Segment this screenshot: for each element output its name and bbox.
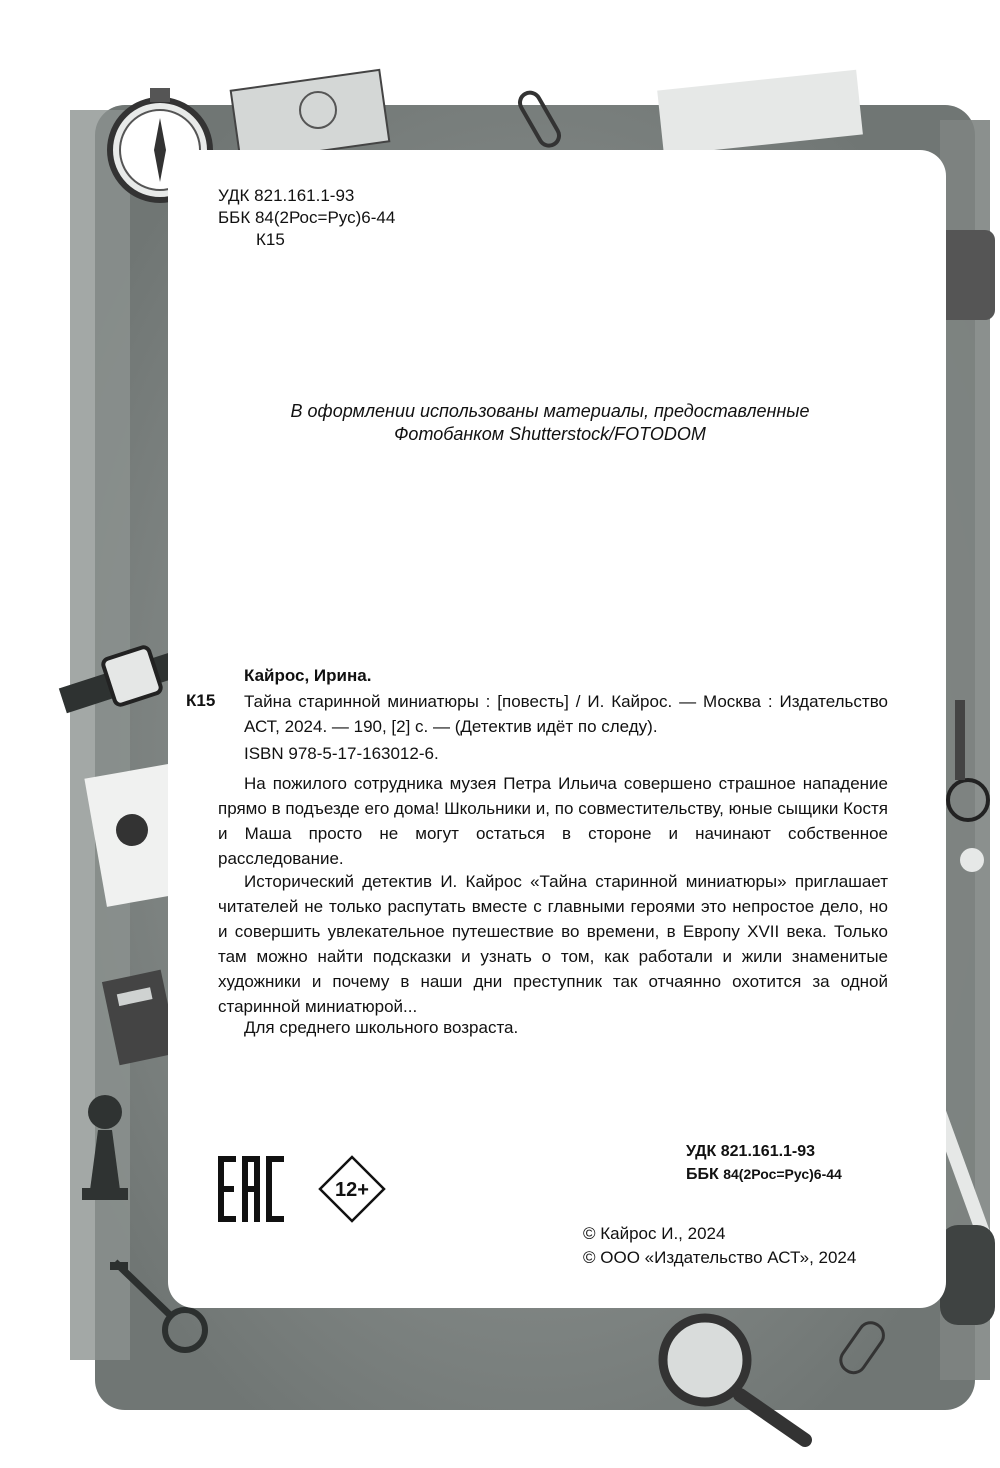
- credit-line-2: Фотобанком Shutterstock/FOTODOM: [394, 424, 706, 444]
- copyright-author: © Кайрос И., 2024: [583, 1224, 726, 1243]
- header-codes: [218, 185, 395, 251]
- copyright-publisher: © ООО «Издательство АСТ», 2024: [583, 1248, 857, 1267]
- bbk-code: ББК 84(2Рос=Рус)6-44: [218, 208, 396, 227]
- footer-codes: [686, 1140, 842, 1186]
- copyright: [583, 1222, 856, 1270]
- udk-code: УДК 821.161.1-93: [218, 186, 355, 205]
- annotation-paragraph-3: Для среднего школьного возраста.: [244, 1018, 519, 1037]
- credit-line-1: В оформлении использованы материалы, предоставленные: [290, 401, 810, 421]
- footer-bbk-value: 84(2Рос=Рус)6-44: [723, 1166, 842, 1182]
- photo-credit: [200, 400, 900, 446]
- annotation-paragraph-2: Исторический детектив И. Кайрос «Тайна старинной миниатюры» приглашает читателей не только распутать вместе с главными героями это непростое дело, но и совершить увлекательное путешествие во времени, в Европу XVII века. Только там можно найти подсказки и узнать о том, как работали и жили знаменитые художники и почему в наши дни преступник так отчаянно охотится за одной старинной миниатюрой...: [218, 872, 888, 1016]
- footer-bbk: [686, 1163, 842, 1186]
- bibliography-mark: К15: [186, 691, 216, 710]
- footer-udk: УДК 821.161.1-93: [686, 1143, 816, 1160]
- bibliography-entry: Тайна старинной миниатюры : [повесть] / И. Кайрос. — Москва : Издательство АСТ, 2024. — 190, [2] с. — (Детектив идёт по следу).: [244, 692, 888, 736]
- age-rating-icon: [318, 1155, 386, 1223]
- author-mark: К15: [256, 230, 285, 249]
- isbn: ISBN 978-5-17-163012-6.: [244, 744, 439, 763]
- age-rating-label: 12+: [335, 1179, 369, 1201]
- author-heading: Кайрос, Ирина.: [244, 666, 372, 685]
- footer-bbk-prefix: ББК: [686, 1166, 719, 1183]
- annotation-paragraph-1: На пожилого сотрудника музея Петра Ильича совершено страшное нападение прямо в подъезде его дома! Школьники и, по совместительству, юные сыщики Костя и Маша просто не могут остаться в стороне и начинают собственное расследование.: [218, 774, 888, 868]
- eac-mark-icon: [218, 1156, 284, 1222]
